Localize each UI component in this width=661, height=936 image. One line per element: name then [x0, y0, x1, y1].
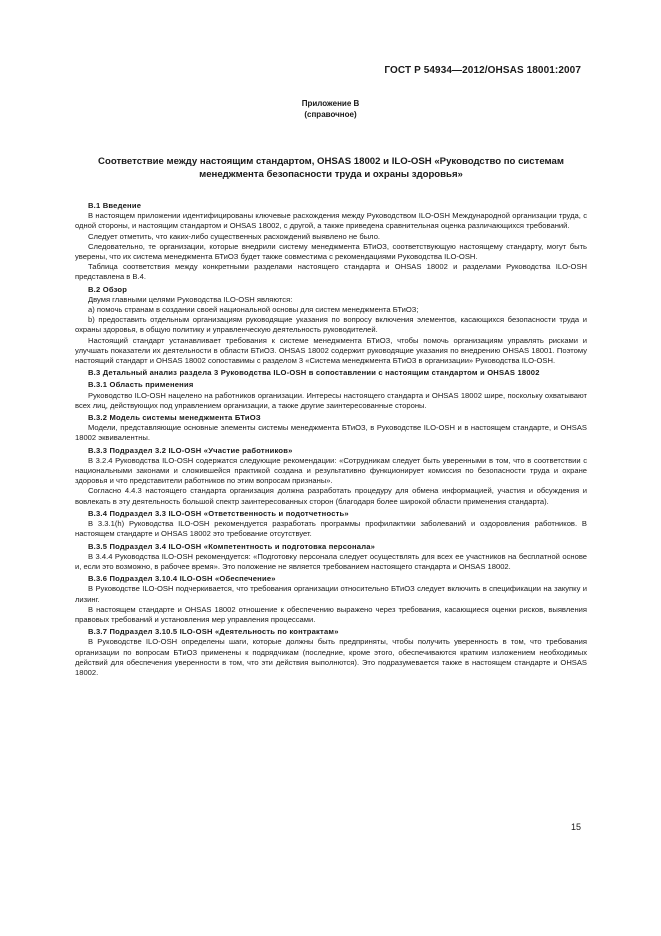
annex-block	[0, 98, 661, 120]
paragraph: Настоящий стандарт устанавливает требования к системе менеджмента БТиОЗ, чтобы помочь организациям управлять рисками и улучшать показатели их деятельности в области БТиОЗ. OHSAS 18002 содержит руководящие указания по внедрению OHSAS 18001. Поэтому настоящий стандарт и OHSAS 18002 сопоставимы с разделом 3 «Система менеджмента БТиОЗ в организации» Руководства ILO-OSH.	[75, 335, 587, 366]
paragraph: В 3.2.4 Руководства ILO-OSH содержатся следующие рекомендации: «Сотрудникам следует быть уверенными в том, что в соответствии с национальными законами и сложившейся практикой создана и результативно функционирует комиссия по безопасности труда и охране здоровья и что представители работников по этим вопросам признаны».	[75, 455, 587, 486]
section-heading: В.3.1 Область применения	[88, 380, 194, 390]
section-heading: В.3 Детальный анализ раздела 3 Руководства ILO-OSH в сопоставлении с настоящим стандартом и OHSAS 18002	[88, 368, 540, 378]
paragraph: а) помочь странам в создании своей национальной основы для систем менеджмента БТиОЗ;	[88, 305, 419, 315]
section-heading: В.2 Обзор	[88, 284, 128, 294]
section-heading: В.3.2 Модель системы менеджмента БТиОЗ	[88, 413, 261, 423]
annex-type: (справочное)	[304, 110, 357, 119]
paragraph: В настоящем стандарте и OHSAS 18002 отношение к обеспечению выражено через требования, касающиеся оценки рисков, выявления правовых требований и установления мер управления процессами.	[75, 604, 587, 624]
paragraph: В 3.4.4 Руководства ILO-OSH рекомендуется: «Подготовку персонала следует осуществлять для всех ее участников на бесплатной основе и, если это возможно, в рабочее время». Это положение не является требованием настоящего стандарта и OHSAS 18002.	[75, 551, 587, 571]
paragraph: В Руководстве ILO-OSH определены шаги, которые должны быть предприняты, чтобы получить уверенность в том, что требования организации по вопросам БТиОЗ применены к подрядчикам (последние, кроме этого, обеспечиваются кратким изложением необходимых действий для обеспечения уверенности в том, что эти действия выполнются). Это подразумевается также в настоящем стандарте и OHSAS 18002.	[75, 637, 587, 677]
paragraph: Следует отметить, что каких-либо существенных расхождений выявлено не было.	[88, 231, 381, 241]
paragraph: В Руководстве ILO-OSH подчеркивается, что требования организации относительно БТиОЗ следует включить в спецификации на закупку и лизинг.	[75, 584, 587, 604]
annex-label: Приложение В	[301, 99, 360, 108]
section-heading: В.1 Введение	[88, 201, 142, 210]
paragraph: Руководство ILO-OSH нацелено на работников организации. Интересы настоящего стандарта и OHSAS 18002 шире, поскольку охватывают всех лиц, действующих под управлением организации, а также другие заинтересованные стороны.	[75, 390, 587, 410]
paragraph: Модели, представляющие основные элементы системы менеджмента БТиОЗ, в Руководстве ILO-OSH и в настоящем стандарте, и OHSAS 18002 эквивалентны.	[75, 423, 587, 443]
paragraph: Двумя главными целями Руководства ILO-OSH являются:	[88, 294, 293, 304]
paragraph: Следовательно, те организации, которые внедрили систему менеджмента БТиОЗ, соответствующую настоящему стандарту, могут быть уверены, что их система менеджмента БТиОЗ будет также совместима с рекомендациями Руководства ILO-OSH.	[75, 241, 587, 262]
paragraph: В 3.3.1(h) Руководства ILO-OSH рекомендуется разработать программы профилактики заболеваний и оздоровления работников. В настоящем стандарте и OHSAS 18002 это требование отсутствует.	[75, 519, 587, 539]
paragraph: В настоящем приложении идентифицированы ключевые расхождения между Руководством ILO-OSH Международной организации труда, с одной стороны, и настоящим стандартом и OHSAS 18002, с другой, а также приведена сравнительная оценка различающихся требований.	[75, 211, 587, 231]
section-heading: В.3.4 Подраздел 3.3 ILO-OSH «Ответственность и подотчетность»	[88, 508, 349, 518]
paragraph: Согласно 4.4.3 настоящего стандарта организация должна разработать процедуру для обмена информацией, участия и обсуждения и вовлекать в эту деятельность большой спектр заинтересованных сторон (благодаря более широкой области применения стандарта).	[75, 486, 587, 506]
section-heading: В.3.6 Подраздел 3.10.4 ILO-OSH «Обеспечение»	[88, 574, 276, 584]
section-heading: В.3.5 Подраздел 3.4 ILO-OSH «Компетентность и подготовка персонала»	[88, 541, 376, 551]
section-heading: В.3.3 Подраздел 3.2 ILO-OSH «Участие работников»	[88, 445, 293, 455]
section-heading: В.3.7 Подраздел 3.10.5 ILO-OSH «Деятельность по контрактам»	[88, 627, 339, 637]
document-body	[75, 199, 587, 678]
page-number: 15	[570, 822, 581, 832]
paragraph: Таблица соответствия между конкретными разделами настоящего стандарта и OHSAS 18002 и разделами Руководства ILO-OSH представлена в В.4.	[75, 262, 587, 282]
document-header: ГОСТ Р 54934—2012/OHSAS 18001:2007	[384, 65, 581, 76]
annex-title: Соответствие между настоящим стандартом, OHSAS 18002 и ILO-OSH «Руководство по системам менеджмента безопасности труда и охраны здоровья»	[98, 156, 564, 180]
paragraph: b) предоставить отдельным организациям руководящие указания по вопросу включения элементов, касающихся безопасности труда и охраны здоровья, в общую политику и управленческую деятельность руководителей.	[75, 315, 587, 335]
